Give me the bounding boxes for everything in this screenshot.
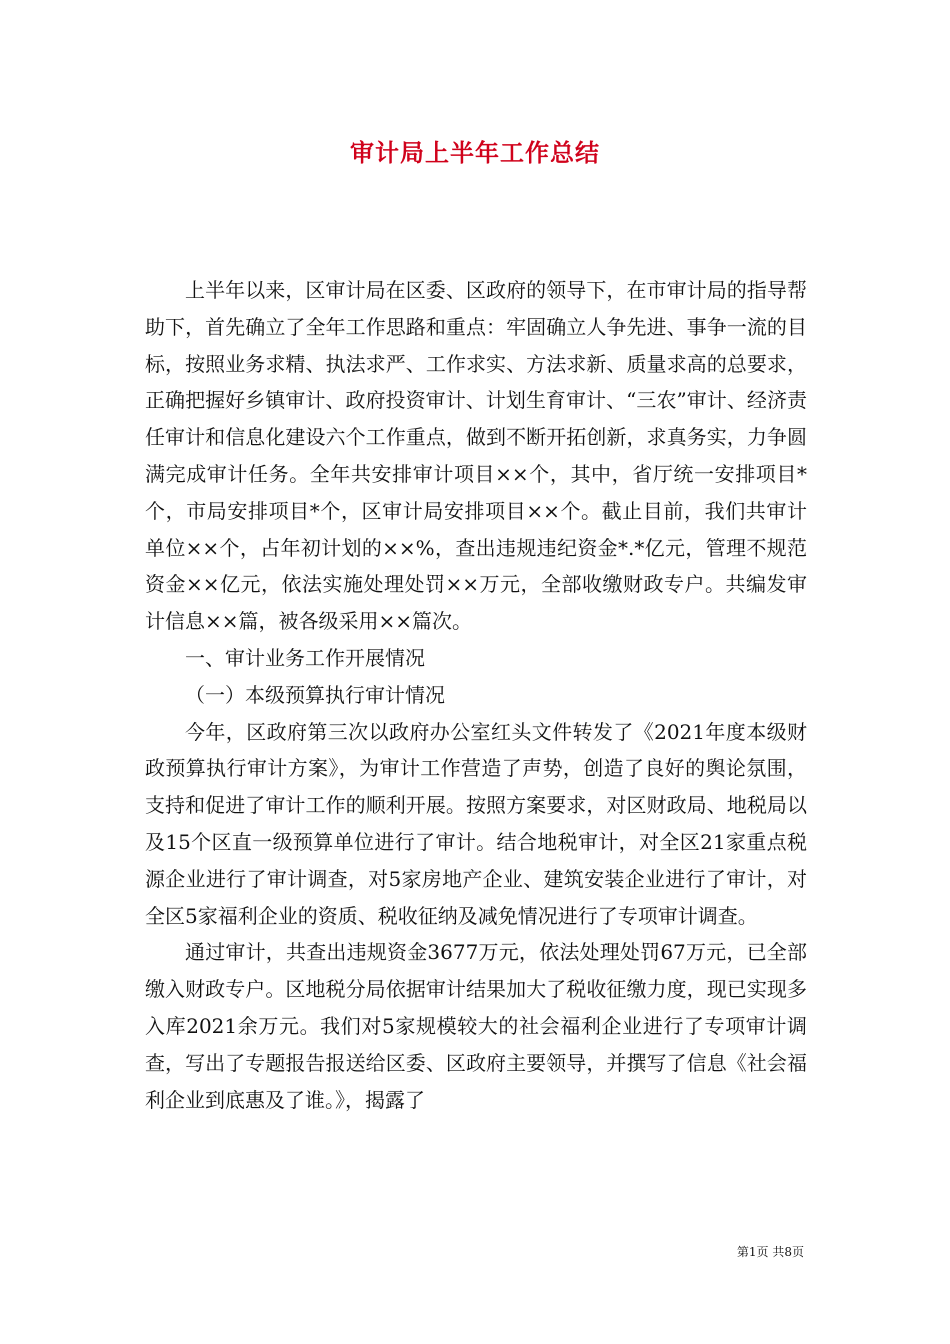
footer-page-number: 1 — [748, 1245, 757, 1259]
footer-page-label: 第 — [736, 1245, 749, 1259]
document-body — [145, 272, 807, 1118]
document-title: 审计局上半年工作总结 — [350, 138, 600, 167]
paragraph-audit-results: 通过审计，共查出违规资金3677万元，依法处理处罚67万元，已全部缴入财政专户。区地税分局依据审计结果加大了税收征缴力度，现已实现多入库2021余万元。我们对5家规模较大的社会福利企业进行了专项审计调查，写出了专题报告报送给区委、区政府主要领导，并撰写了信息《社会福利企业到底惠及了谁。》，揭露了 — [145, 940, 807, 1112]
paragraph-budget-audit: 今年，区政府第三次以政府办公室红头文件转发了《2021年度本级财政预算执行审计方案》，为审计工作营造了声势，创造了良好的舆论氛围，支持和促进了审计工作的顺利开展。按照方案要求，对区财政局、地税局以及15个区直一级预算单位进行了审计。结合地税审计，对全区21家重点税源企业进行了审计调查，对5家房地产企业、建筑安装企业进行了审计，对全区5家福利企业的资质、税收征纳及减免情况进行了专项审计调查。 — [145, 719, 807, 928]
footer-total-unit: 页 — [791, 1245, 804, 1259]
subsection-heading: （一）本级预算执行审计情况 — [185, 682, 445, 707]
paragraph-intro: 上半年以来，区审计局在区委、区政府的领导下，在市审计局的指导帮助下，首先确立了全年工作思路和重点：牢固确立人争先进、事争一流的目标，按照业务求精、执法求严、工作求实、方法求新、质量求高的总要求，正确把握好乡镇审计、政府投资审计、计划生育审计、“三农”审计、经济责任审计和信息化建设六个工作重点，做到不断开拓创新，求真务实，力争圆满完成审计任务。全年共安排审计项目××个，其中，省厅统一安排项目*个，市局安排项目*个，区审计局安排项目××个。截止目前，我们共审计单位××个，占年初计划的××%，查出违规违纪资金*.*亿元，管理不规范资金××亿元，依法实施处理处罚××万元，全部收缴财政专户。共编发审计信息××篇，被各级采用××篇次。 — [145, 278, 807, 634]
page-footer — [737, 1243, 804, 1260]
section-heading: 一、审计业务工作开展情况 — [185, 645, 425, 670]
footer-total-pages: 8 — [784, 1245, 792, 1259]
footer-page-unit: 页 共 — [756, 1245, 785, 1259]
